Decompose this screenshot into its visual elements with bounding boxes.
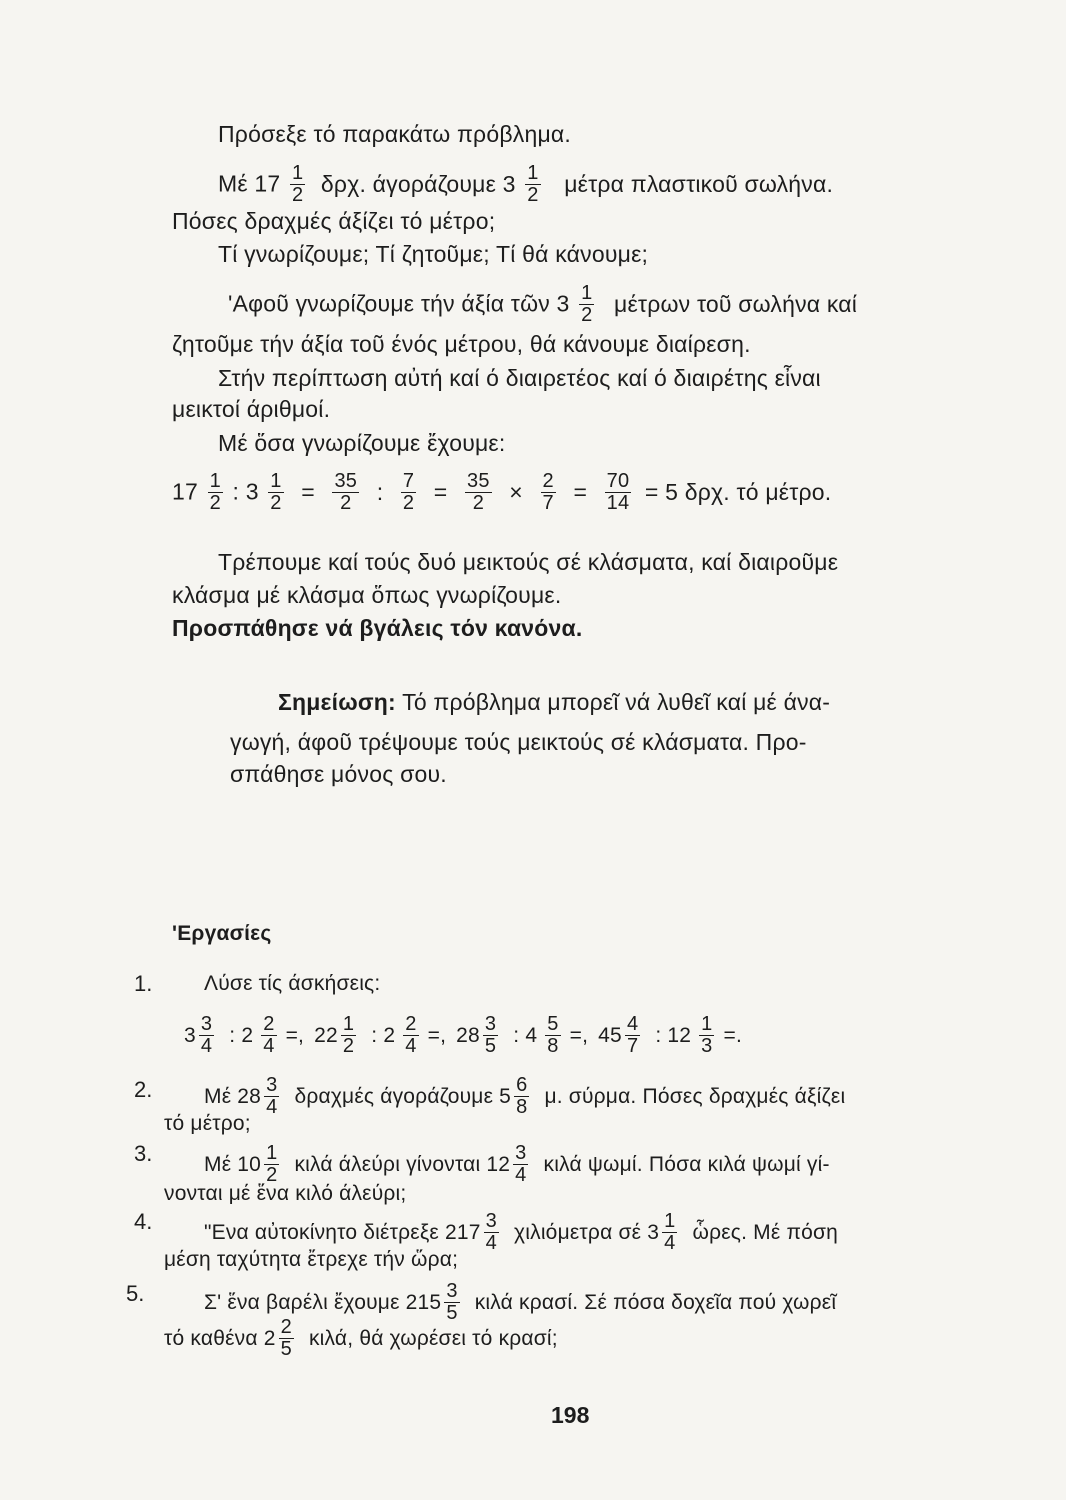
exercise-5-line-1: Σ' ἕνα βαρέλι ἔχουμε 215 $\frac{3}{5}$ κιλά κρασί. Σέ πόσα δοχεῖα πού χωρεῖ <box>204 1280 837 1324</box>
fraction-35-over-2: $\frac{35}{2}$ <box>467 470 490 514</box>
exercise-1-item: 45 $\frac{4}{7}$ : 12 $\frac{1}{3}$ =. <box>598 1013 743 1057</box>
exercise-1-text: Λύσε τίς άσκήσεις: <box>204 972 381 995</box>
explanation-line-2: κλάσμα μέ κλάσμα ὅπως γνωρίζουμε. <box>172 582 562 608</box>
division-equation: 17 $\frac{1}{2}$ : 3 $\frac{1}{2}$ = $\frac{35}{2}$ : $\frac{7}{2}$ = $\frac{35}{2}$ × $\frac{2}{7}$ = $\frac{70}{14}$ = 5 δρχ. τό μέτρο. <box>172 470 832 514</box>
fraction-one-half: $\frac{1}{2}$ <box>291 162 304 206</box>
exercise-number: 2. <box>134 1077 153 1102</box>
explanation-line-1: Τρέπουμε καί τούς δυό μεικτούς σέ κλάσματα, καί διαιροῦμε <box>218 549 839 575</box>
exercise-1-item: 28 $\frac{3}{5}$ : 4 $\frac{5}{8}$ =, <box>456 1013 589 1057</box>
fraction-one-half: $\frac{1}{2}$ <box>581 282 593 326</box>
intro-line-4: Τί γνωρίζουμε; Τί ζητοῦμε; Τί θά κάνουμε; <box>218 241 649 267</box>
page-number: 198 <box>551 1402 590 1428</box>
exercise-4-line-1: "Ενα αὐτοκίνητο διέτρεξε 217 $\frac{3}{4}$ χιλιόμετρα σέ 3 $\frac{1}{4}$ ὧρες. Μέ πόση <box>204 1210 839 1254</box>
exercise-1-item: 3 $\frac{3}{4}$ : 2 $\frac{2}{4}$ =, <box>184 1013 305 1057</box>
exercise-3-line-1: Μέ 10 $\frac{1}{2}$ κιλά άλεύρι γίνονται 12 $\frac{3}{4}$ κιλά ψωμί. Πόσα κιλά ψωμί γί- <box>204 1142 830 1186</box>
exercise-3-line-2: νονται μέ ἕνα κιλό άλεύρι; <box>164 1182 407 1205</box>
intro-line-2: Μέ 17 $\frac{1}{2}$ δρχ. άγοράζουμε 3 $\frac{1}{2}$ μέτρα πλαστικοῦ σωλήνα. <box>218 162 834 206</box>
exercise-number: 5. <box>126 1281 145 1306</box>
intro-line-6: ζητοῦμε τήν άξία τοῦ ένός μέτρου, θά κάνουμε διαίρεση. <box>172 331 751 357</box>
fraction-one-half: $\frac{1}{2}$ <box>527 162 539 206</box>
exercise-4-line-2: μέση ταχύτητα ἔτρεχε τήν ὥρα; <box>164 1248 459 1271</box>
rule-prompt: Προσπάθησε νά βγάλεις τόν κανόνα. <box>172 615 583 641</box>
exercise-1-item: 22 $\frac{1}{2}$ : 2 $\frac{2}{4}$ =, <box>314 1013 447 1057</box>
exercise-2-line-1: Μέ 28 $\frac{3}{4}$ δραχμές άγοράζουμε 5 $\frac{6}{8}$ μ. σύρμα. Πόσες δραχμές άξίζει <box>204 1074 846 1118</box>
fraction-2-over-7: $\frac{2}{7}$ <box>542 470 554 514</box>
exercise-number: 1. <box>134 971 153 996</box>
exercises-heading: 'Εργασίες <box>172 922 272 945</box>
exercise-1-items <box>184 1015 742 1058</box>
intro-line-1: Πρόσεξε τό παρακάτω πρόβλημα. <box>218 121 571 147</box>
note-line-1: Σημείωση: Τό πρόβλημα μπορεῖ νά λυθεῖ καί μέ άνα- <box>278 689 831 715</box>
note-line-2: γωγή, άφοῦ τρέψουμε τούς μεικτούς σέ κλάσματα. Προ- <box>230 729 807 755</box>
intro-line-8: μεικτοί άριθμοί. <box>172 396 331 422</box>
fraction-one-half: $\frac{1}{2}$ <box>209 470 221 514</box>
fraction-70-over-14: $\frac{70}{14}$ <box>606 470 630 514</box>
exercise-2-line-2: τό μέτρο; <box>164 1112 251 1135</box>
intro-line-3: Πόσες δραχμές άξίζει τό μέτρο; <box>172 208 496 234</box>
intro-line-7: Στήν περίπτωση αὐτή καί ό διαιρετέος καί ό διαιρέτης εἶναι <box>218 365 821 391</box>
intro-line-9: Μέ ὅσα γνωρίζουμε ἔχουμε: <box>218 430 506 456</box>
fraction-35-over-2: $\frac{35}{2}$ <box>334 470 358 514</box>
exercise-number: 4. <box>134 1209 153 1234</box>
note-line-3: σπάθησε μόνος σου. <box>230 761 447 787</box>
fraction-one-half: $\frac{1}{2}$ <box>270 470 282 514</box>
note-label: Σημείωση: <box>278 689 396 715</box>
intro-line-5: 'Αφοῦ γνωρίζουμε τήν άξία τῶν 3 $\frac{1}{2}$ μέτρων τοῦ σωλήνα καί <box>228 282 858 326</box>
exercise-5-line-2: τό καθένα 2 $\frac{2}{5}$ κιλά, θά χωρέσει τό κρασί; <box>164 1316 558 1360</box>
exercise-number: 3. <box>134 1141 153 1166</box>
fraction-7-over-2: $\frac{7}{2}$ <box>402 470 415 514</box>
